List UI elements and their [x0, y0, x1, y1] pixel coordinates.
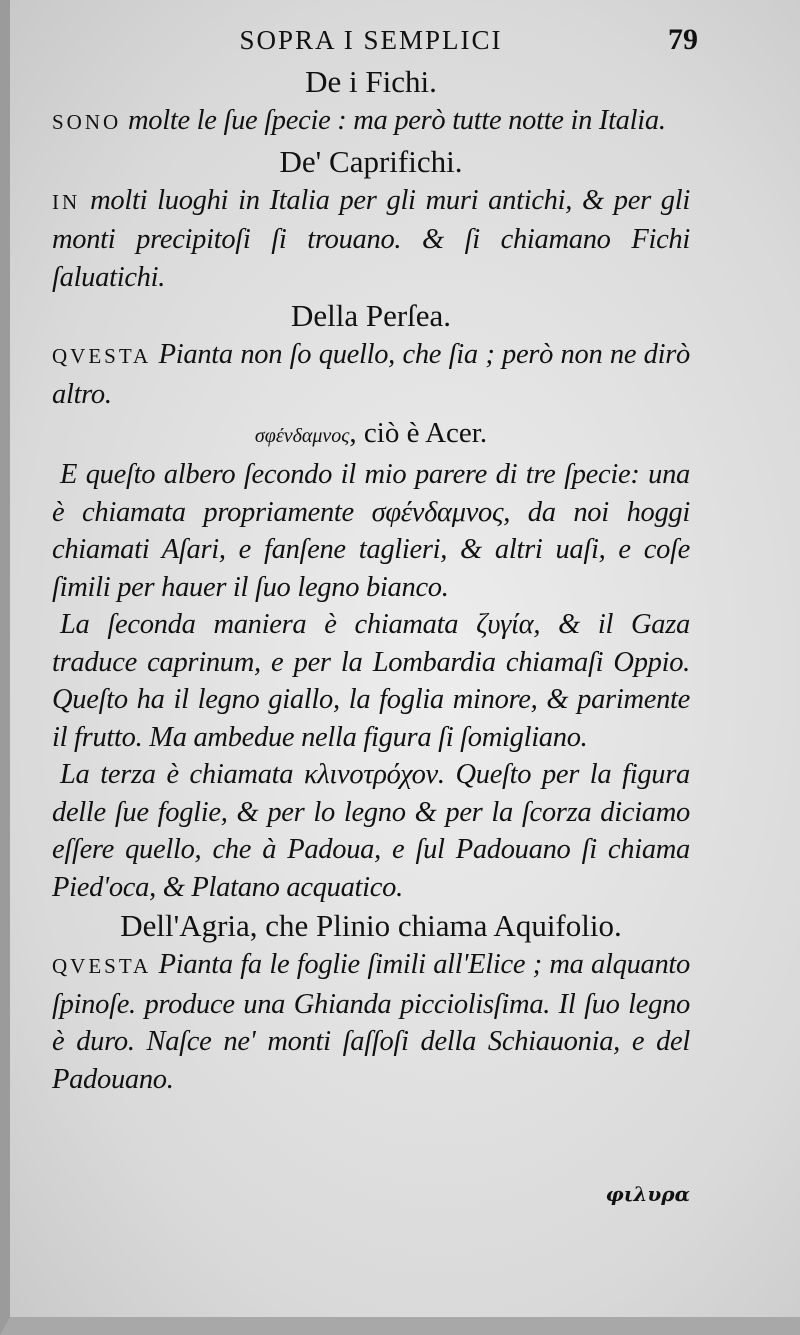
latin-term: , ciò è Acer. — [349, 417, 488, 449]
paragraph-text: Pianta non ſo quello, che ſia ; però non ne dirò altro. — [52, 339, 690, 410]
section-heading-caprifichi: De' Caprifichi. — [279, 143, 463, 179]
paragraph-text: molte le ſue ſpecie : ma però tutte notte in Italia. — [121, 105, 666, 136]
lead-caps: QVESTA — [52, 344, 152, 368]
lead-caps: IN — [52, 189, 81, 214]
paragraph-fichi — [52, 102, 690, 142]
paragraph-text: molti luoghi in Italia per gli muri antichi, & per gli monti precipitoſi ſi trouano. & ſi chiamano Fichi ſaluatichi. — [52, 184, 690, 293]
running-head-title: SOPRA I SEMPLICI — [239, 25, 503, 55]
page-number: 79 — [668, 23, 698, 56]
paragraph-acer-2: La ſeconda maniera è chiamata ζυγία, & il Gaza traduce caprinum, e per la Lombardia chiamaſi Oppio. Queſto ha il legno giallo, la foglia minore, & parimente il frutto. Ma ambedue nella figura ſi ſomigliano. — [52, 609, 690, 753]
running-head — [52, 18, 698, 62]
paragraph-acer-1: E queſto albero ſecondo il mio parere di tre ſpecie: una è chiamata propriamente σφένδαμνος, da noi hoggi chiamati Aſari, e fanſene taglieri, & altri uaſi, e coſe ſimili per hauer il ſuo legno bianco. — [52, 459, 690, 603]
paragraph-persea — [52, 336, 690, 413]
paragraph-acer-3: La terza è chiamata κλινοτρόχον. Queſto per la figura delle ſue foglie, & per lo legno & per la ſcorza diciamo eſſere quello, che à Padoua, e ſul Padouano ſi chiama Pied'oca, & Platano acquatico. — [52, 759, 690, 903]
paragraph-text: Pianta fa le foglie ſimili all'Elice ; ma alquanto ſpinoſe. produce una Ghianda picciolisſima. Il ſuo legno è duro. Naſce ne' monti ſaſſoſi della Schiauonia, e del Padouano. — [52, 949, 690, 1095]
section-heading-acer — [52, 413, 690, 456]
greek-term: σφένδαμνος — [254, 425, 350, 447]
paragraph-agria — [52, 946, 690, 1098]
paragraph-caprifichi — [52, 182, 690, 297]
catchword: φιλυρα — [605, 1182, 690, 1206]
section-heading-fichi: De i Fichi. — [305, 64, 437, 99]
section-heading-agria: Dell'Agria, che Plinio chiama Aquifolio. — [120, 908, 622, 943]
page-content — [52, 18, 698, 1098]
lead-caps: SONO — [52, 110, 122, 134]
lead-caps: QVESTA — [52, 954, 152, 978]
section-heading-persea: Della Perſea. — [290, 298, 452, 333]
